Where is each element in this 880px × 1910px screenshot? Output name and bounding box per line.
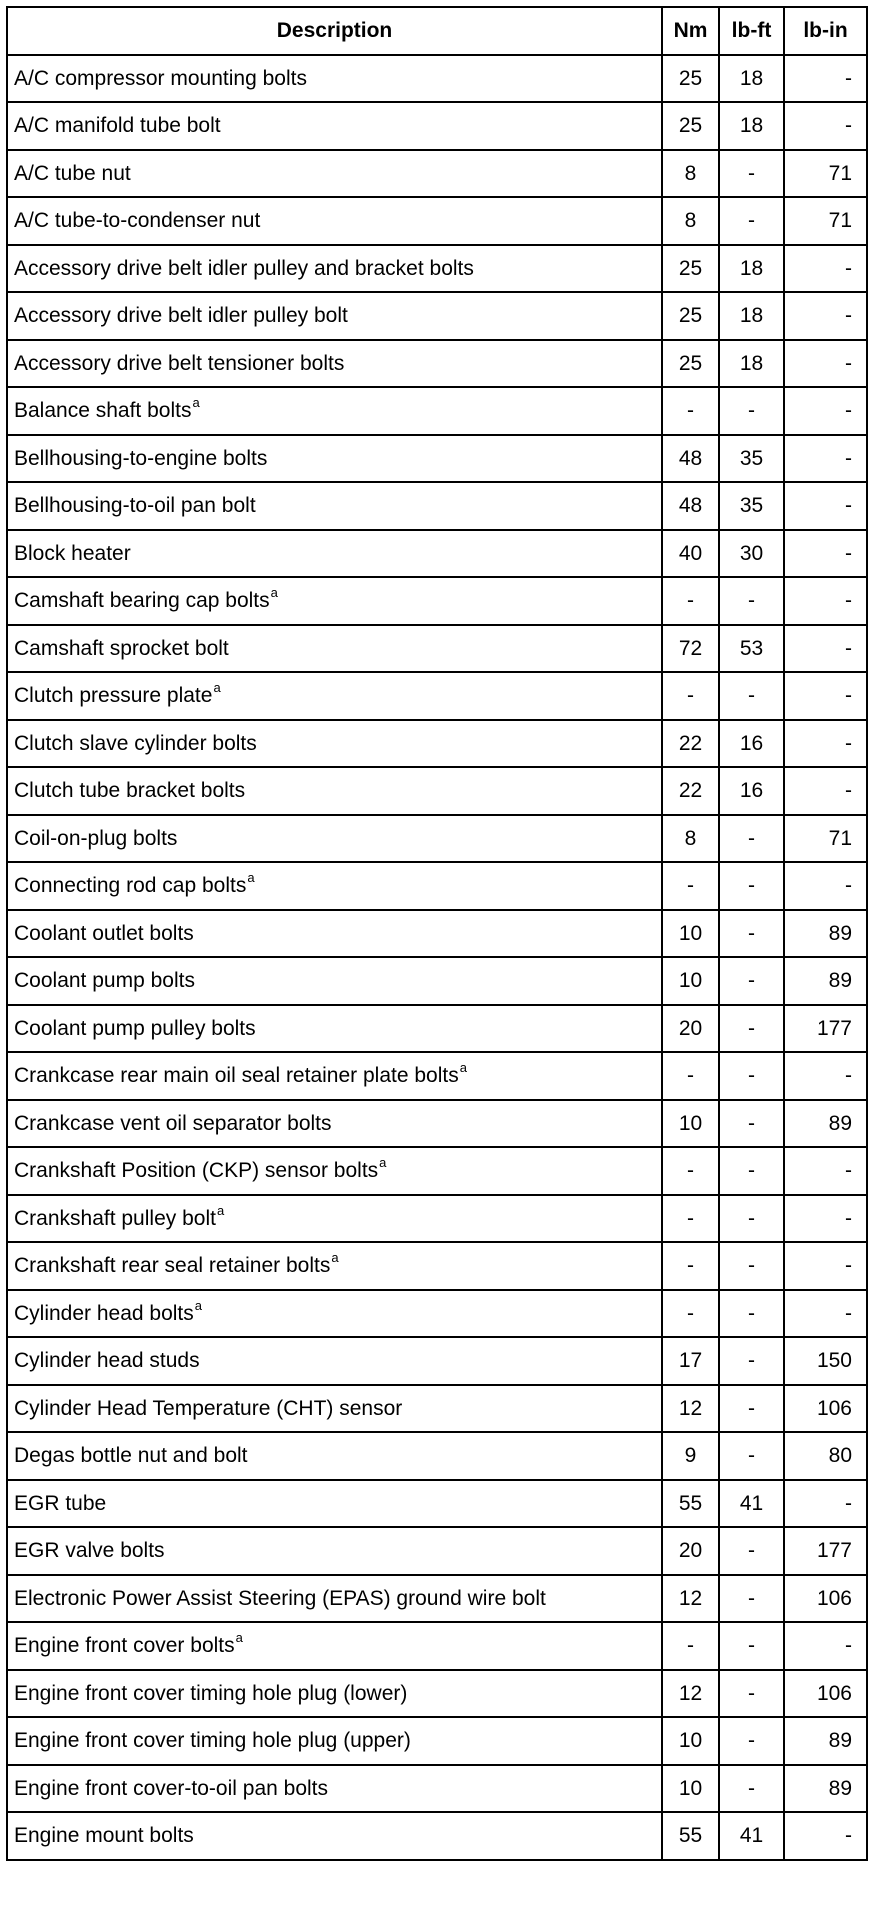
description-cell xyxy=(7,482,662,530)
lbin-cell: 71 xyxy=(784,197,867,245)
column-header-lbft: lb-ft xyxy=(719,7,784,55)
lbin-cell: 89 xyxy=(784,1765,867,1813)
description-text: Cylinder head bolts xyxy=(14,1301,194,1325)
lbin-cell: 177 xyxy=(784,1527,867,1575)
description-cell xyxy=(7,1290,662,1338)
table-row xyxy=(7,1622,867,1670)
description-cell xyxy=(7,245,662,293)
nm-cell: 22 xyxy=(662,720,719,768)
table-row xyxy=(7,340,867,388)
nm-cell: 55 xyxy=(662,1812,719,1860)
description-text: A/C tube nut xyxy=(14,161,131,185)
table-row xyxy=(7,1812,867,1860)
table-row xyxy=(7,1480,867,1528)
nm-cell: 40 xyxy=(662,530,719,578)
lbin-cell: - xyxy=(784,1147,867,1195)
description-cell xyxy=(7,815,662,863)
table-row xyxy=(7,625,867,673)
table-row xyxy=(7,1765,867,1813)
lbft-cell: 18 xyxy=(719,340,784,388)
lbin-cell: - xyxy=(784,387,867,435)
column-header-nm: Nm xyxy=(662,7,719,55)
description-text: Coil-on-plug bolts xyxy=(14,826,178,850)
nm-cell: - xyxy=(662,862,719,910)
lbin-cell: 106 xyxy=(784,1670,867,1718)
nm-cell: 25 xyxy=(662,340,719,388)
footnote-marker: a xyxy=(379,1155,387,1171)
column-header-description: Description xyxy=(7,7,662,55)
description-text: Engine front cover bolts xyxy=(14,1634,235,1658)
lbft-cell: 35 xyxy=(719,482,784,530)
description-cell xyxy=(7,1052,662,1100)
footnote-marker: a xyxy=(192,395,200,411)
nm-cell: - xyxy=(662,1195,719,1243)
lbin-cell: - xyxy=(784,435,867,483)
lbft-cell: - xyxy=(719,1195,784,1243)
lbin-cell: - xyxy=(784,1052,867,1100)
lbft-cell: - xyxy=(719,1147,784,1195)
lbft-cell: - xyxy=(719,1005,784,1053)
description-text: Crankshaft pulley bolt xyxy=(14,1206,216,1230)
description-text: A/C manifold tube bolt xyxy=(14,114,221,138)
lbin-cell: 106 xyxy=(784,1385,867,1433)
description-cell xyxy=(7,1242,662,1290)
description-text: A/C tube-to-condenser nut xyxy=(14,209,261,233)
lbft-cell: - xyxy=(719,1622,784,1670)
description-cell xyxy=(7,767,662,815)
table-row xyxy=(7,1337,867,1385)
description-cell xyxy=(7,1147,662,1195)
footnote-marker: a xyxy=(247,870,255,886)
table-row xyxy=(7,577,867,625)
description-cell xyxy=(7,957,662,1005)
description-cell xyxy=(7,530,662,578)
lbin-cell: 89 xyxy=(784,910,867,958)
lbft-cell: - xyxy=(719,1717,784,1765)
lbin-cell: 150 xyxy=(784,1337,867,1385)
lbft-cell: - xyxy=(719,197,784,245)
lbin-cell: - xyxy=(784,530,867,578)
lbin-cell: 106 xyxy=(784,1575,867,1623)
table-row xyxy=(7,767,867,815)
description-text: Clutch pressure plate xyxy=(14,684,213,708)
lbin-cell: - xyxy=(784,767,867,815)
lbft-cell: 35 xyxy=(719,435,784,483)
lbin-cell: - xyxy=(784,1622,867,1670)
lbft-cell: - xyxy=(719,957,784,1005)
nm-cell: - xyxy=(662,387,719,435)
table-row xyxy=(7,1052,867,1100)
nm-cell: 10 xyxy=(662,1717,719,1765)
description-cell xyxy=(7,340,662,388)
nm-cell: 10 xyxy=(662,1100,719,1148)
description-cell xyxy=(7,387,662,435)
description-text: Crankcase vent oil separator bolts xyxy=(14,1111,332,1135)
description-cell xyxy=(7,102,662,150)
description-cell xyxy=(7,1812,662,1860)
description-text: A/C compressor mounting bolts xyxy=(14,66,307,90)
nm-cell: 72 xyxy=(662,625,719,673)
lbin-cell: 89 xyxy=(784,957,867,1005)
description-text: Coolant pump pulley bolts xyxy=(14,1016,256,1040)
description-text: Coolant pump bolts xyxy=(14,969,195,993)
lbin-cell: 71 xyxy=(784,150,867,198)
table-row xyxy=(7,1670,867,1718)
footnote-marker: a xyxy=(459,1060,467,1076)
nm-cell: - xyxy=(662,1147,719,1195)
description-text: Cylinder head studs xyxy=(14,1349,200,1373)
lbin-cell: - xyxy=(784,1290,867,1338)
lbft-cell: - xyxy=(719,1242,784,1290)
nm-cell: 25 xyxy=(662,55,719,103)
description-cell xyxy=(7,1527,662,1575)
nm-cell: 22 xyxy=(662,767,719,815)
column-header-lbin: lb-in xyxy=(784,7,867,55)
footnote-marker: a xyxy=(216,1202,225,1218)
lbft-cell: - xyxy=(719,672,784,720)
nm-cell: 20 xyxy=(662,1005,719,1053)
nm-cell: - xyxy=(662,1052,719,1100)
nm-cell: - xyxy=(662,672,719,720)
table-row xyxy=(7,150,867,198)
lbft-cell: 16 xyxy=(719,767,784,815)
lbft-cell: - xyxy=(719,1290,784,1338)
description-cell xyxy=(7,862,662,910)
lbft-cell: 18 xyxy=(719,102,784,150)
description-cell xyxy=(7,1195,662,1243)
description-cell xyxy=(7,1385,662,1433)
lbin-cell: - xyxy=(784,245,867,293)
lbft-cell: 16 xyxy=(719,720,784,768)
nm-cell: 17 xyxy=(662,1337,719,1385)
lbft-cell: 18 xyxy=(719,55,784,103)
nm-cell: 55 xyxy=(662,1480,719,1528)
nm-cell: 20 xyxy=(662,1527,719,1575)
table-row xyxy=(7,720,867,768)
description-cell xyxy=(7,1480,662,1528)
table-row xyxy=(7,387,867,435)
footnote-marker: a xyxy=(213,680,221,696)
table-row xyxy=(7,1432,867,1480)
table-row xyxy=(7,1005,867,1053)
lbft-cell: - xyxy=(719,1337,784,1385)
description-cell xyxy=(7,910,662,958)
description-text: Block heater xyxy=(14,541,131,565)
lbin-cell: 80 xyxy=(784,1432,867,1480)
description-text: Crankshaft rear seal retainer bolts xyxy=(14,1254,331,1278)
footnote-marker: a xyxy=(331,1250,339,1266)
nm-cell: 12 xyxy=(662,1575,719,1623)
lbin-cell: - xyxy=(784,102,867,150)
description-cell xyxy=(7,197,662,245)
torque-spec-table xyxy=(6,6,868,1861)
lbft-cell: - xyxy=(719,577,784,625)
description-text: Bellhousing-to-engine bolts xyxy=(14,446,268,470)
description-text: Coolant outlet bolts xyxy=(14,921,194,945)
description-text: EGR valve bolts xyxy=(14,1539,165,1563)
description-cell xyxy=(7,625,662,673)
nm-cell: 12 xyxy=(662,1670,719,1718)
lbin-cell: 89 xyxy=(784,1717,867,1765)
table-header-row xyxy=(7,7,867,55)
description-text: Accessory drive belt idler pulley bolt xyxy=(14,304,348,328)
lbft-cell: - xyxy=(719,1052,784,1100)
lbft-cell: - xyxy=(719,1527,784,1575)
nm-cell: 12 xyxy=(662,1385,719,1433)
lbin-cell: - xyxy=(784,720,867,768)
table-row xyxy=(7,910,867,958)
lbft-cell: 18 xyxy=(719,245,784,293)
nm-cell: 8 xyxy=(662,197,719,245)
lbft-cell: - xyxy=(719,1575,784,1623)
lbin-cell: - xyxy=(784,672,867,720)
lbft-cell: - xyxy=(719,862,784,910)
table-row xyxy=(7,1717,867,1765)
lbin-cell: - xyxy=(784,1195,867,1243)
description-text: Engine mount bolts xyxy=(14,1824,194,1848)
lbft-cell: - xyxy=(719,1765,784,1813)
table-row xyxy=(7,292,867,340)
description-cell xyxy=(7,150,662,198)
nm-cell: 10 xyxy=(662,957,719,1005)
description-text: EGR tube xyxy=(14,1491,107,1515)
table-row xyxy=(7,435,867,483)
description-text: Accessory drive belt idler pulley and bracket bolts xyxy=(14,256,474,280)
description-text: Camshaft sprocket bolt xyxy=(14,636,229,660)
table-row xyxy=(7,957,867,1005)
lbft-cell: - xyxy=(719,150,784,198)
description-cell xyxy=(7,577,662,625)
description-text: Balance shaft bolts xyxy=(14,399,192,423)
description-cell xyxy=(7,1005,662,1053)
nm-cell: - xyxy=(662,1290,719,1338)
lbft-cell: - xyxy=(719,910,784,958)
lbft-cell: 53 xyxy=(719,625,784,673)
table-row xyxy=(7,1195,867,1243)
lbft-cell: - xyxy=(719,1100,784,1148)
lbin-cell: 89 xyxy=(784,1100,867,1148)
lbft-cell: 18 xyxy=(719,292,784,340)
nm-cell: 25 xyxy=(662,245,719,293)
description-text: Connecting rod cap bolts xyxy=(14,874,247,898)
footnote-marker: a xyxy=(194,1297,203,1313)
table-row xyxy=(7,815,867,863)
description-cell xyxy=(7,720,662,768)
description-cell xyxy=(7,672,662,720)
table-row xyxy=(7,55,867,103)
description-text: Engine front cover timing hole plug (lower) xyxy=(14,1681,408,1705)
description-text: Accessory drive belt tensioner bolts xyxy=(14,351,345,375)
lbin-cell: - xyxy=(784,577,867,625)
nm-cell: - xyxy=(662,1242,719,1290)
description-text: Bellhousing-to-oil pan bolt xyxy=(14,494,256,518)
nm-cell: - xyxy=(662,1622,719,1670)
lbin-cell: - xyxy=(784,1242,867,1290)
nm-cell: 8 xyxy=(662,150,719,198)
lbft-cell: - xyxy=(719,387,784,435)
description-cell xyxy=(7,55,662,103)
description-text: Cylinder Head Temperature (CHT) sensor xyxy=(14,1396,403,1420)
description-cell xyxy=(7,435,662,483)
description-cell xyxy=(7,1100,662,1148)
description-text: Engine front cover-to-oil pan bolts xyxy=(14,1776,329,1800)
description-text: Crankcase rear main oil seal retainer plate bolts xyxy=(14,1064,459,1088)
lbft-cell: - xyxy=(719,1670,784,1718)
description-cell xyxy=(7,1765,662,1813)
nm-cell: 25 xyxy=(662,102,719,150)
table-row xyxy=(7,862,867,910)
lbin-cell: - xyxy=(784,625,867,673)
description-cell xyxy=(7,1670,662,1718)
table-row xyxy=(7,1290,867,1338)
table-row xyxy=(7,1385,867,1433)
description-cell xyxy=(7,1575,662,1623)
table-row xyxy=(7,245,867,293)
nm-cell: 48 xyxy=(662,482,719,530)
description-cell xyxy=(7,1337,662,1385)
table-row xyxy=(7,1100,867,1148)
description-cell xyxy=(7,1717,662,1765)
footnote-marker: a xyxy=(270,585,278,601)
nm-cell: 48 xyxy=(662,435,719,483)
lbft-cell: 30 xyxy=(719,530,784,578)
nm-cell: 9 xyxy=(662,1432,719,1480)
lbft-cell: - xyxy=(719,815,784,863)
table-row xyxy=(7,197,867,245)
lbft-cell: - xyxy=(719,1385,784,1433)
description-cell xyxy=(7,1622,662,1670)
lbin-cell: - xyxy=(784,1480,867,1528)
table-row xyxy=(7,530,867,578)
table-row xyxy=(7,482,867,530)
nm-cell: - xyxy=(662,577,719,625)
lbin-cell: 71 xyxy=(784,815,867,863)
description-text: Crankshaft Position (CKP) sensor bolts xyxy=(14,1159,379,1183)
lbin-cell: - xyxy=(784,1812,867,1860)
lbin-cell: 177 xyxy=(784,1005,867,1053)
table-row xyxy=(7,672,867,720)
nm-cell: 10 xyxy=(662,1765,719,1813)
lbft-cell: 41 xyxy=(719,1480,784,1528)
description-text: Degas bottle nut and bolt xyxy=(14,1444,248,1468)
table-body xyxy=(7,55,867,1860)
footnote-marker: a xyxy=(235,1630,243,1646)
table-row xyxy=(7,1527,867,1575)
lbft-cell: - xyxy=(719,1432,784,1480)
lbin-cell: - xyxy=(784,292,867,340)
nm-cell: 8 xyxy=(662,815,719,863)
lbin-cell: - xyxy=(784,55,867,103)
description-text: Electronic Power Assist Steering (EPAS) ground wire bolt xyxy=(14,1586,546,1610)
table-row xyxy=(7,1242,867,1290)
description-text: Engine front cover timing hole plug (upper) xyxy=(14,1729,411,1753)
lbft-cell: 41 xyxy=(719,1812,784,1860)
description-text: Clutch slave cylinder bolts xyxy=(14,731,257,755)
table-row xyxy=(7,1147,867,1195)
description-cell xyxy=(7,1432,662,1480)
lbin-cell: - xyxy=(784,340,867,388)
nm-cell: 25 xyxy=(662,292,719,340)
table-row xyxy=(7,1575,867,1623)
lbin-cell: - xyxy=(784,862,867,910)
description-text: Camshaft bearing cap bolts xyxy=(14,589,270,613)
description-cell xyxy=(7,292,662,340)
lbin-cell: - xyxy=(784,482,867,530)
table-row xyxy=(7,102,867,150)
description-text: Clutch tube bracket bolts xyxy=(14,779,246,803)
nm-cell: 10 xyxy=(662,910,719,958)
